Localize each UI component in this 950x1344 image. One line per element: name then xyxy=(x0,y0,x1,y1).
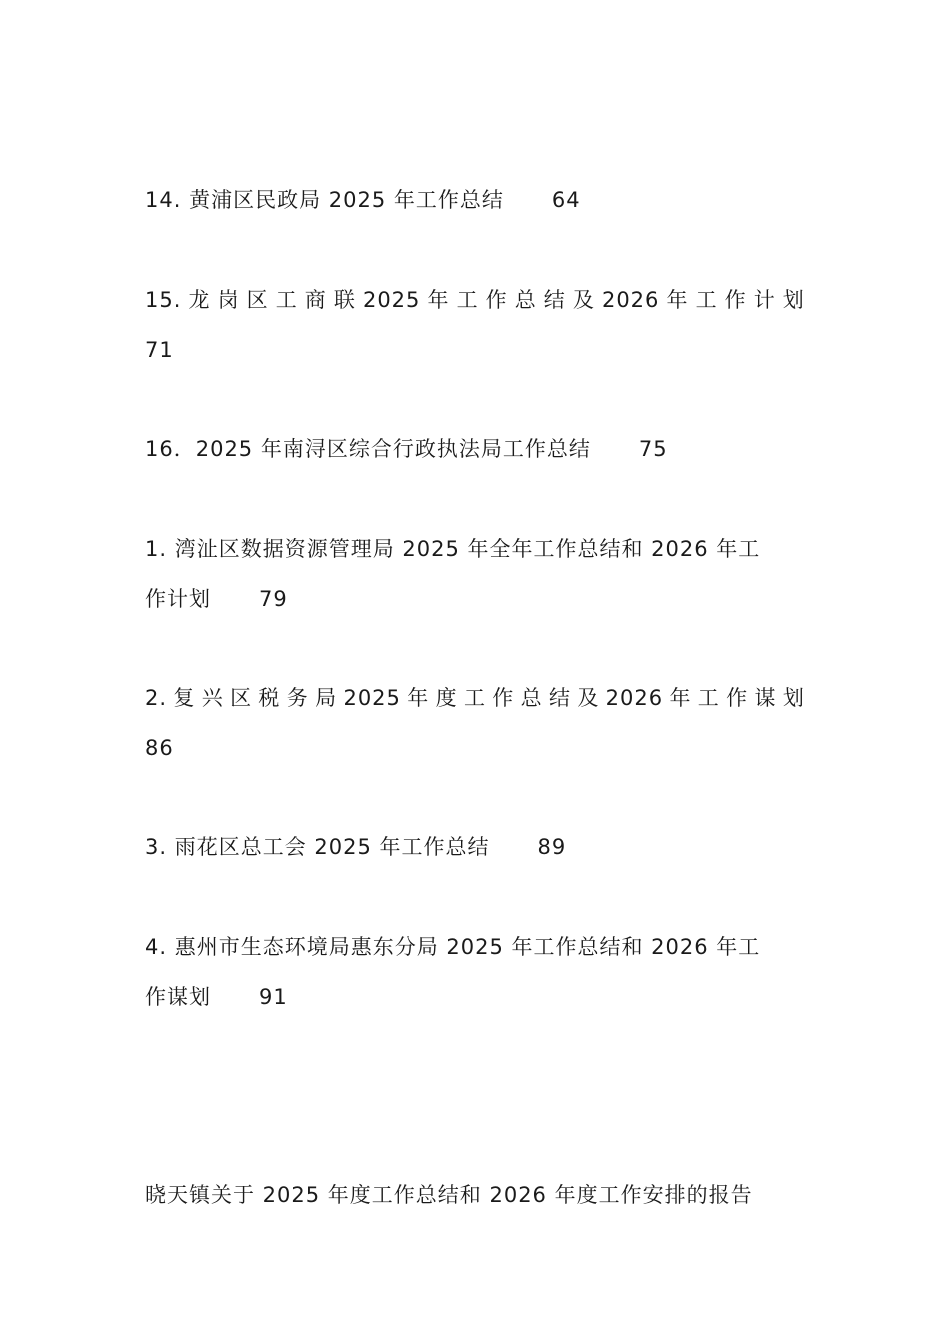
toc-entry-char: 龙 xyxy=(188,288,211,312)
toc-entry-line xyxy=(145,822,805,872)
toc-entry-char: 商 xyxy=(304,288,327,312)
toc-entry-title-cont: 作计划 xyxy=(145,587,211,611)
toc-entry-char: 工 xyxy=(697,686,720,710)
toc-entry-title: 1. 湾沚区数据资源管理局 2025 年全年工作总结和 2026 年工 xyxy=(145,537,761,561)
toc-entry-char: 2025 xyxy=(343,686,401,710)
toc-entry-char: 岗 xyxy=(217,288,240,312)
toc-entry-title: 3. 雨花区总工会 2025 年工作总结 xyxy=(145,835,490,859)
toc-entry-char: 作 xyxy=(724,288,747,312)
toc-entry-line xyxy=(145,175,805,225)
toc-entry-title: 4. 惠州市生态环境局惠东分局 2025 年工作总结和 2026 年工 xyxy=(145,935,761,959)
toc-entry-char: 年 xyxy=(407,686,430,710)
toc-entry-char: 务 xyxy=(286,686,309,710)
toc-entry-char: 2026 xyxy=(605,686,664,710)
toc-entry-char: 作 xyxy=(492,686,515,710)
toc-entry-title xyxy=(145,673,805,723)
toc-entry-title-cont: 作谋划 xyxy=(145,985,211,1009)
toc-entry-char: 工 xyxy=(695,288,718,312)
toc-entry-char: 复 xyxy=(173,686,196,710)
toc-entry-char: 划 xyxy=(782,686,805,710)
toc-entry-line xyxy=(145,424,805,474)
toc-entry-page: 91 xyxy=(259,985,288,1009)
toc-entry[interactable] xyxy=(145,673,805,773)
toc-entry-char: 区 xyxy=(246,288,269,312)
toc-entry-char: 年 xyxy=(669,686,692,710)
toc-entry[interactable] xyxy=(145,275,805,375)
toc-entry-char: 结 xyxy=(543,288,566,312)
toc-entry-char: 2026 xyxy=(601,288,660,312)
toc-entry-title: 14. 黄浦区民政局 2025 年工作总结 xyxy=(145,188,504,212)
toc-entry-page: 71 xyxy=(145,338,174,362)
toc-entry-char: 划 xyxy=(782,288,805,312)
toc-entry-char: 及 xyxy=(572,288,595,312)
toc-entry-char: 年 xyxy=(666,288,689,312)
toc-entry-char: 总 xyxy=(520,686,543,710)
toc-entry-char: 15. xyxy=(145,288,182,312)
toc-entry-page: 86 xyxy=(145,736,174,760)
toc-entry-char: 2. xyxy=(145,686,168,710)
toc-entry-page: 75 xyxy=(638,437,668,461)
toc-entry-char: 工 xyxy=(275,288,298,312)
toc-entry-char: 年 xyxy=(427,288,450,312)
toc-entry-char: 局 xyxy=(315,686,338,710)
toc-entry-char: 度 xyxy=(435,686,458,710)
toc-entry-char: 谋 xyxy=(754,686,777,710)
toc-entry-title xyxy=(145,275,805,325)
toc-entry[interactable] xyxy=(145,524,805,624)
toc-entry-title: 16．2025 年南浔区综合行政执法局工作总结 xyxy=(145,437,591,461)
toc-entry-char: 作 xyxy=(485,288,508,312)
toc-entry-page: 89 xyxy=(537,835,567,859)
toc-entry-page: 79 xyxy=(259,587,288,611)
toc-entry-char: 及 xyxy=(577,686,600,710)
toc-entry[interactable] xyxy=(145,922,805,1022)
toc-entry-char: 联 xyxy=(333,288,356,312)
toc-entry-char: 总 xyxy=(514,288,537,312)
toc-entry-char: 工 xyxy=(463,686,486,710)
report-title: 晓天镇关于 2025 年度工作总结和 2026 年度工作安排的报告 xyxy=(145,1183,753,1207)
toc-entry-char: 结 xyxy=(548,686,571,710)
toc-entry-char: 作 xyxy=(726,686,749,710)
toc-entry-char: 2025 xyxy=(362,288,421,312)
toc-entry-page: 64 xyxy=(551,188,581,212)
toc-entry-char: 计 xyxy=(753,288,776,312)
toc-entry[interactable] xyxy=(145,822,805,872)
toc-entry-char: 区 xyxy=(230,686,253,710)
toc-entry[interactable] xyxy=(145,424,805,474)
toc-entry-char: 兴 xyxy=(201,686,224,710)
toc-entry-char: 税 xyxy=(258,686,281,710)
toc-entry-char: 工 xyxy=(456,288,479,312)
toc-entry[interactable] xyxy=(145,175,805,225)
